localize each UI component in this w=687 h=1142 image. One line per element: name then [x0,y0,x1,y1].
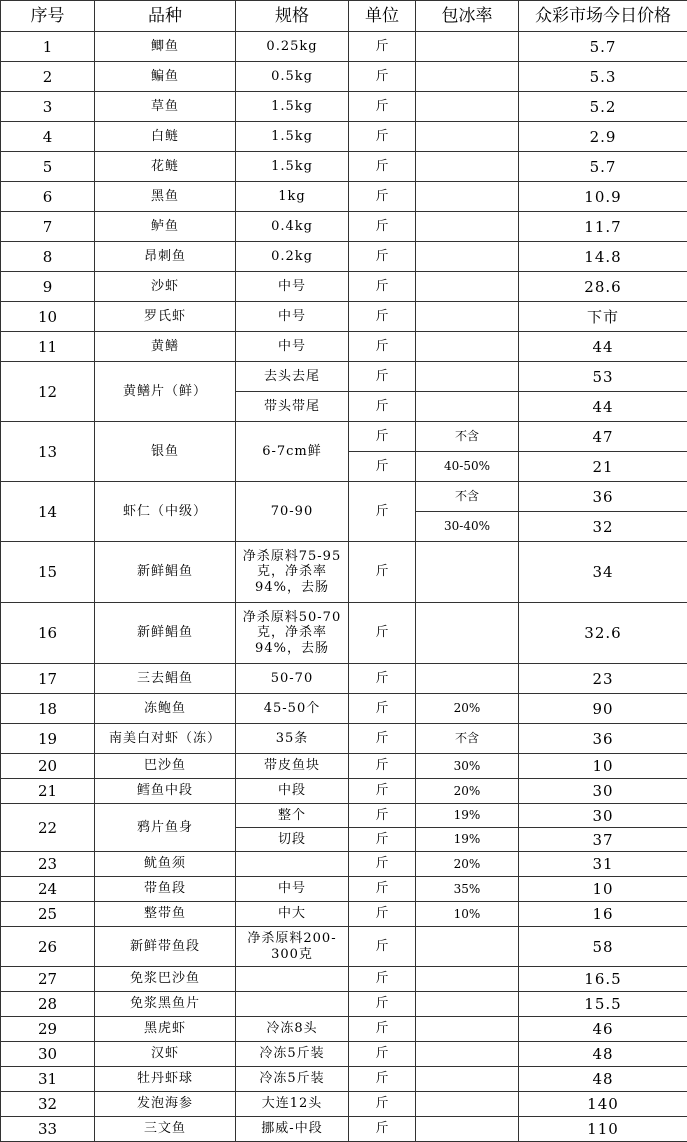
product-name: 沙虾 [95,272,236,302]
spec-cell: 0.5kg [236,62,349,92]
spec-cell: 切段 [236,828,349,852]
row-no: 20 [1,754,95,779]
table-row [1,724,687,754]
row-no: 6 [1,182,95,212]
ice-rate-cell: 19% [416,804,519,828]
spec-cell: 1kg [236,182,349,212]
price-cell: 15.5 [519,992,687,1017]
row-no: 13 [1,422,95,482]
ice-rate-cell [416,1042,519,1067]
ice-rate-cell [416,182,519,212]
spec-cell: 冷冻5斤装 [236,1042,349,1067]
spec-cell: 去头去尾 [236,362,349,392]
price-cell: 58 [519,927,687,967]
table-row [1,779,687,804]
table-row [1,603,687,664]
spec-cell: 35条 [236,724,349,754]
row-no: 7 [1,212,95,242]
product-name: 银鱼 [95,422,236,482]
ice-rate-cell: 20% [416,694,519,724]
table-row [1,1092,687,1117]
ice-rate-cell [416,603,519,664]
spec-cell: 50-70 [236,664,349,694]
table-row [1,967,687,992]
product-name: 昂刺鱼 [95,242,236,272]
row-no: 10 [1,302,95,332]
table-row [1,422,687,452]
row-no: 14 [1,482,95,542]
price-cell: 32.6 [519,603,687,664]
unit-cell: 斤 [349,603,416,664]
price-cell: 23 [519,664,687,694]
unit-cell: 斤 [349,62,416,92]
price-cell: 47 [519,422,687,452]
row-no: 33 [1,1117,95,1142]
spec-cell: 中号 [236,332,349,362]
price-cell: 90 [519,694,687,724]
row-no: 29 [1,1017,95,1042]
row-no: 17 [1,664,95,694]
ice-rate-cell: 35% [416,877,519,902]
table-row [1,1117,687,1142]
ice-rate-cell [416,152,519,182]
spec-cell [236,852,349,877]
row-no: 3 [1,92,95,122]
unit-cell: 斤 [349,902,416,927]
row-no: 32 [1,1092,95,1117]
product-name: 牡丹虾球 [95,1067,236,1092]
row-no: 24 [1,877,95,902]
unit-cell: 斤 [349,852,416,877]
unit-cell: 斤 [349,482,416,542]
ice-rate-cell [416,1117,519,1142]
ice-rate-cell [416,122,519,152]
unit-cell: 斤 [349,182,416,212]
price-cell: 140 [519,1092,687,1117]
spec-cell: 0.25kg [236,32,349,62]
table-row [1,1067,687,1092]
unit-cell: 斤 [349,694,416,724]
product-name: 三去鲳鱼 [95,664,236,694]
price-cell: 10 [519,754,687,779]
unit-cell: 斤 [349,542,416,603]
header-unit: 单位 [349,1,416,32]
price-cell: 11.7 [519,212,687,242]
table-row [1,272,687,302]
spec-cell: 1.5kg [236,152,349,182]
header-name: 品种 [95,1,236,32]
ice-rate-cell: 19% [416,828,519,852]
product-name: 鳊鱼 [95,62,236,92]
table-row [1,1017,687,1042]
unit-cell: 斤 [349,302,416,332]
product-name: 草鱼 [95,92,236,122]
table-row [1,62,687,92]
row-no: 12 [1,362,95,422]
table-row [1,694,687,724]
spec-cell: 净杀原料50-70克，净杀率94%，去肠 [236,603,349,664]
unit-cell: 斤 [349,1067,416,1092]
spec-cell: 0.4kg [236,212,349,242]
table-row [1,1042,687,1067]
product-name: 鲫鱼 [95,32,236,62]
unit-cell: 斤 [349,724,416,754]
product-name: 汉虾 [95,1042,236,1067]
price-cell: 31 [519,852,687,877]
spec-cell: 中大 [236,902,349,927]
spec-cell: 中号 [236,877,349,902]
table-row [1,182,687,212]
price-cell: 10 [519,877,687,902]
ice-rate-cell [416,62,519,92]
price-cell: 110 [519,1117,687,1142]
spec-cell: 中段 [236,779,349,804]
ice-rate-cell [416,212,519,242]
ice-rate-cell [416,302,519,332]
product-name: 黄鳝 [95,332,236,362]
ice-rate-cell: 30% [416,754,519,779]
table-row [1,902,687,927]
spec-cell [236,967,349,992]
row-no: 26 [1,927,95,967]
product-name: 虾仁（中级） [95,482,236,542]
header-spec: 规格 [236,1,349,32]
unit-cell: 斤 [349,754,416,779]
product-name: 带鱼段 [95,877,236,902]
row-no: 9 [1,272,95,302]
ice-rate-cell [416,542,519,603]
unit-cell: 斤 [349,32,416,62]
table-row [1,32,687,62]
price-cell: 34 [519,542,687,603]
product-name: 黑鱼 [95,182,236,212]
unit-cell: 斤 [349,422,416,452]
price-cell: 10.9 [519,182,687,212]
price-cell: 30 [519,804,687,828]
ice-rate-cell: 40-50% [416,452,519,482]
ice-rate-cell [416,242,519,272]
price-cell: 5.7 [519,152,687,182]
ice-rate-cell: 20% [416,779,519,804]
unit-cell: 斤 [349,332,416,362]
unit-cell: 斤 [349,1042,416,1067]
row-no: 5 [1,152,95,182]
price-table-body [1,1,687,1142]
unit-cell: 斤 [349,242,416,272]
row-no: 21 [1,779,95,804]
product-name: 花鲢 [95,152,236,182]
ice-rate-cell [416,967,519,992]
price-cell: 2.9 [519,122,687,152]
ice-rate-cell: 30-40% [416,512,519,542]
row-no: 15 [1,542,95,603]
ice-rate-cell: 10% [416,902,519,927]
price-cell: 5.2 [519,92,687,122]
ice-rate-cell [416,1067,519,1092]
product-name: 白鲢 [95,122,236,152]
price-cell: 下市 [519,302,687,332]
unit-cell: 斤 [349,212,416,242]
product-name: 免浆巴沙鱼 [95,967,236,992]
unit-cell: 斤 [349,92,416,122]
ice-rate-cell [416,992,519,1017]
spec-cell: 冷冻8头 [236,1017,349,1042]
ice-rate-cell [416,332,519,362]
row-no: 8 [1,242,95,272]
table-row [1,482,687,512]
table-row [1,804,687,828]
price-cell: 37 [519,828,687,852]
price-cell: 21 [519,452,687,482]
price-cell: 44 [519,332,687,362]
spec-cell: 大连12头 [236,1092,349,1117]
table-row [1,212,687,242]
product-name: 巴沙鱼 [95,754,236,779]
table-row [1,542,687,603]
product-name: 南美白对虾（冻） [95,724,236,754]
table-row [1,242,687,272]
row-no: 31 [1,1067,95,1092]
price-cell: 5.3 [519,62,687,92]
table-row [1,992,687,1017]
spec-cell: 中号 [236,302,349,332]
unit-cell: 斤 [349,1092,416,1117]
unit-cell: 斤 [349,804,416,828]
spec-cell: 净杀原料200-300克 [236,927,349,967]
spec-cell [236,992,349,1017]
unit-cell: 斤 [349,927,416,967]
price-cell: 53 [519,362,687,392]
product-name: 鲈鱼 [95,212,236,242]
ice-rate-cell [416,664,519,694]
spec-cell: 带皮鱼块 [236,754,349,779]
ice-rate-cell: 不含 [416,422,519,452]
ice-rate-cell: 不含 [416,724,519,754]
header-no: 序号 [1,1,95,32]
row-no: 27 [1,967,95,992]
product-name: 黑虎虾 [95,1017,236,1042]
ice-rate-cell [416,392,519,422]
unit-cell: 斤 [349,122,416,152]
price-cell: 16 [519,902,687,927]
table-row [1,852,687,877]
table-row [1,302,687,332]
spec-cell: 中号 [236,272,349,302]
row-no: 28 [1,992,95,1017]
price-cell: 46 [519,1017,687,1042]
price-cell: 36 [519,724,687,754]
table-row [1,664,687,694]
unit-cell: 斤 [349,1117,416,1142]
spec-cell: 1.5kg [236,122,349,152]
table-row [1,122,687,152]
ice-rate-cell [416,362,519,392]
price-cell: 48 [519,1042,687,1067]
ice-rate-cell: 不含 [416,482,519,512]
unit-cell: 斤 [349,779,416,804]
ice-rate-cell [416,1017,519,1042]
spec-cell: 6-7cm鲜 [236,422,349,482]
product-name: 新鲜带鱼段 [95,927,236,967]
unit-cell: 斤 [349,362,416,392]
ice-rate-cell [416,272,519,302]
row-no: 22 [1,804,95,852]
product-name: 鳕鱼中段 [95,779,236,804]
price-cell: 32 [519,512,687,542]
spec-cell: 挪威-中段 [236,1117,349,1142]
row-no: 16 [1,603,95,664]
row-no: 4 [1,122,95,152]
table-row [1,362,687,392]
table-row [1,92,687,122]
row-no: 18 [1,694,95,724]
spec-cell: 冷冻5斤装 [236,1067,349,1092]
header-ice-rate: 包冰率 [416,1,519,32]
row-no: 25 [1,902,95,927]
unit-cell: 斤 [349,967,416,992]
table-row [1,754,687,779]
product-name: 三文鱼 [95,1117,236,1142]
row-no: 30 [1,1042,95,1067]
header-price: 众彩市场今日价格 [519,1,687,32]
spec-cell: 70-90 [236,482,349,542]
spec-cell: 1.5kg [236,92,349,122]
spec-cell: 45-50个 [236,694,349,724]
unit-cell: 斤 [349,452,416,482]
product-name: 鱿鱼须 [95,852,236,877]
unit-cell: 斤 [349,1017,416,1042]
ice-rate-cell [416,927,519,967]
unit-cell: 斤 [349,392,416,422]
price-cell: 14.8 [519,242,687,272]
price-cell: 5.7 [519,32,687,62]
product-name: 罗氏虾 [95,302,236,332]
product-name: 免浆黑鱼片 [95,992,236,1017]
unit-cell: 斤 [349,992,416,1017]
table-row [1,927,687,967]
ice-rate-cell [416,1092,519,1117]
price-cell: 16.5 [519,967,687,992]
unit-cell: 斤 [349,272,416,302]
row-no: 23 [1,852,95,877]
row-no: 11 [1,332,95,362]
spec-cell: 带头带尾 [236,392,349,422]
spec-cell: 0.2kg [236,242,349,272]
header-row [1,1,687,32]
unit-cell: 斤 [349,828,416,852]
unit-cell: 斤 [349,877,416,902]
row-no: 19 [1,724,95,754]
price-cell: 36 [519,482,687,512]
product-name: 新鲜鲳鱼 [95,542,236,603]
product-name: 鸦片鱼身 [95,804,236,852]
ice-rate-cell [416,92,519,122]
price-cell: 28.6 [519,272,687,302]
price-cell: 48 [519,1067,687,1092]
table-row [1,877,687,902]
product-name: 黄鳝片（鲜） [95,362,236,422]
unit-cell: 斤 [349,664,416,694]
product-name: 冻鲍鱼 [95,694,236,724]
product-name: 整带鱼 [95,902,236,927]
product-name: 发泡海参 [95,1092,236,1117]
table-row [1,152,687,182]
row-no: 2 [1,62,95,92]
ice-rate-cell: 20% [416,852,519,877]
row-no: 1 [1,32,95,62]
table-row [1,332,687,362]
unit-cell: 斤 [349,152,416,182]
ice-rate-cell [416,32,519,62]
product-name: 新鲜鲳鱼 [95,603,236,664]
spec-cell: 净杀原料75-95克，净杀率94%，去肠 [236,542,349,603]
price-cell: 30 [519,779,687,804]
price-cell: 44 [519,392,687,422]
spec-cell: 整个 [236,804,349,828]
